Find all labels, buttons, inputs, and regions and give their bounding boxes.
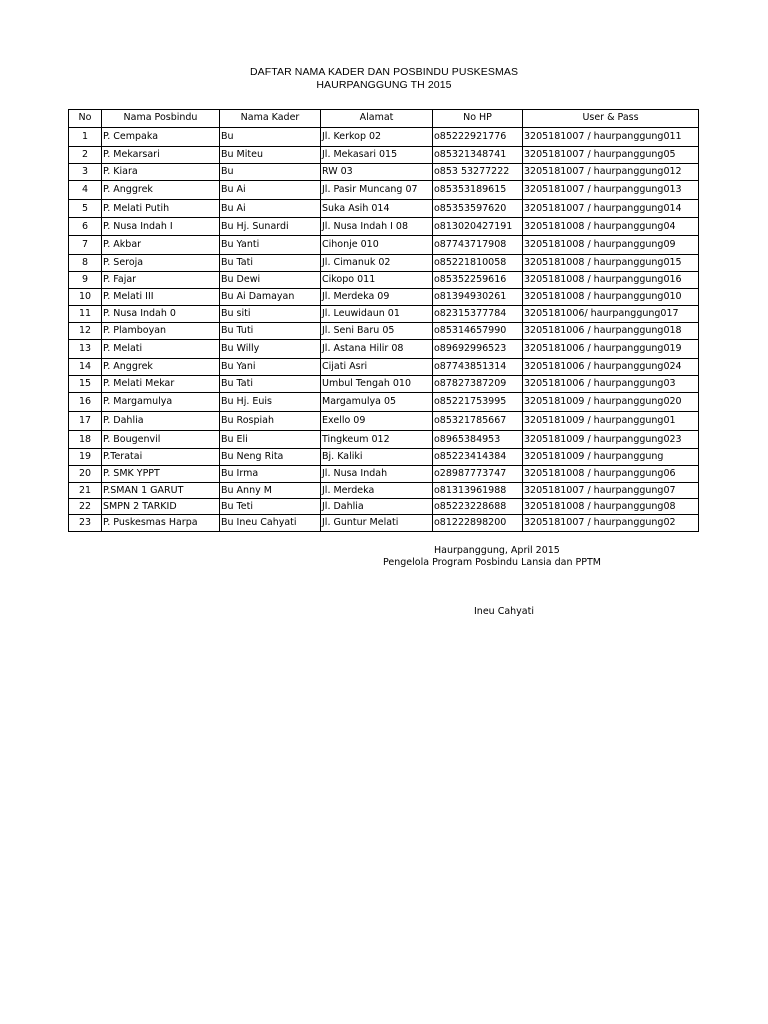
cell-no: 1 [69, 128, 102, 147]
cell-nama-kader: Bu Ai Damayan [220, 289, 321, 306]
cell-no: 9 [69, 272, 102, 289]
cell-user-pass: 3205181007 / haurpanggung02 [523, 515, 699, 532]
table-row [69, 200, 699, 218]
cell-no: 20 [69, 466, 102, 483]
header-no-hp: No HP [433, 110, 523, 128]
cell-no-hp: o813020427191 [433, 218, 523, 236]
cell-nama-posbindu: P. Kiara [102, 164, 220, 181]
cell-nama-kader: Bu Hj. Sunardi [220, 218, 321, 236]
table-row [69, 272, 699, 289]
cell-no: 16 [69, 393, 102, 412]
cell-user-pass: 3205181006 / haurpanggung018 [523, 323, 699, 340]
table-row [69, 431, 699, 449]
cell-no-hp: o87827387209 [433, 376, 523, 393]
footer-signer: Ineu Cahyati [474, 606, 534, 617]
cell-no: 15 [69, 376, 102, 393]
cell-nama-posbindu: SMPN 2 TARKID [102, 499, 220, 515]
header-user-pass: User & Pass [523, 110, 699, 128]
cell-user-pass: 3205181008 / haurpanggung06 [523, 466, 699, 483]
cell-no: 6 [69, 218, 102, 236]
footer-place-date: Haurpanggung, April 2015 [434, 545, 560, 556]
cell-no-hp: o85321348741 [433, 147, 523, 164]
cell-no-hp: o85353189615 [433, 181, 523, 200]
cell-user-pass: 3205181007 / haurpanggung013 [523, 181, 699, 200]
cell-alamat: Jl. Guntur Melati [321, 515, 433, 532]
cell-alamat: Suka Asih 014 [321, 200, 433, 218]
cell-no: 4 [69, 181, 102, 200]
cell-alamat: Jl. Pasir Muncang 07 [321, 181, 433, 200]
cell-no: 13 [69, 340, 102, 359]
cell-alamat: Tingkeum 012 [321, 431, 433, 449]
cell-nama-kader: Bu Yanti [220, 236, 321, 255]
table-row [69, 218, 699, 236]
cell-nama-posbindu: P. Akbar [102, 236, 220, 255]
cell-alamat: Jl. Cimanuk 02 [321, 255, 433, 272]
cell-user-pass: 3205181008 / haurpanggung010 [523, 289, 699, 306]
cell-alamat: Bj. Kaliki [321, 449, 433, 466]
cell-nama-kader: Bu Dewi [220, 272, 321, 289]
cell-nama-posbindu: P.SMAN 1 GARUT [102, 483, 220, 499]
cell-user-pass: 3205181008 / haurpanggung09 [523, 236, 699, 255]
table-row [69, 289, 699, 306]
cell-nama-kader: Bu [220, 128, 321, 147]
cell-no-hp: o85314657990 [433, 323, 523, 340]
cell-nama-kader: Bu Hj. Euis [220, 393, 321, 412]
cell-nama-kader: Bu Neng Rita [220, 449, 321, 466]
cell-nama-kader: Bu Willy [220, 340, 321, 359]
cell-no-hp: o89692996523 [433, 340, 523, 359]
header-nama-kader: Nama Kader [220, 110, 321, 128]
table-header-row [69, 110, 699, 128]
cell-no: 12 [69, 323, 102, 340]
header-nama-posbindu: Nama Posbindu [102, 110, 220, 128]
table-row [69, 499, 699, 515]
cell-nama-posbindu: P. Bougenvil [102, 431, 220, 449]
cell-alamat: Jl. Nusa Indah I 08 [321, 218, 433, 236]
cell-no-hp: o81222898200 [433, 515, 523, 532]
cell-nama-kader: Bu Eli [220, 431, 321, 449]
table-row [69, 164, 699, 181]
cell-alamat: Jl. Kerkop 02 [321, 128, 433, 147]
cell-nama-kader: Bu Ineu Cahyati [220, 515, 321, 532]
table-row [69, 181, 699, 200]
cell-no-hp: o85321785667 [433, 412, 523, 431]
cell-user-pass: 3205181008 / haurpanggung04 [523, 218, 699, 236]
cell-nama-kader: Bu siti [220, 306, 321, 323]
table-row [69, 323, 699, 340]
table-row [69, 340, 699, 359]
cell-alamat: Jl. Astana Hilir 08 [321, 340, 433, 359]
cell-nama-kader: Bu Tuti [220, 323, 321, 340]
cell-nama-posbindu: P. Cempaka [102, 128, 220, 147]
cell-no-hp: o85352259616 [433, 272, 523, 289]
cell-no-hp: o85223228688 [433, 499, 523, 515]
table-row [69, 236, 699, 255]
cell-no: 23 [69, 515, 102, 532]
table-row [69, 128, 699, 147]
table-row [69, 449, 699, 466]
cell-nama-posbindu: P.Teratai [102, 449, 220, 466]
cell-user-pass: 3205181006 / haurpanggung024 [523, 359, 699, 376]
table-row [69, 376, 699, 393]
cell-no: 14 [69, 359, 102, 376]
cell-no-hp: o853 53277222 [433, 164, 523, 181]
cell-no: 22 [69, 499, 102, 515]
footer-role: Pengelola Program Posbindu Lansia dan PPTM [383, 557, 601, 568]
cell-nama-posbindu: P. Puskesmas Harpa [102, 515, 220, 532]
cell-user-pass: 3205181009 / haurpanggung01 [523, 412, 699, 431]
cell-alamat: Cikopo 011 [321, 272, 433, 289]
cell-alamat: Jl. Nusa Indah [321, 466, 433, 483]
cell-alamat: RW 03 [321, 164, 433, 181]
table-row [69, 147, 699, 164]
document-subtitle: HAURPANGGUNG TH 2015 [316, 79, 452, 91]
cell-user-pass: 3205181006/ haurpanggung017 [523, 306, 699, 323]
table-row [69, 412, 699, 431]
cell-user-pass: 3205181006 / haurpanggung03 [523, 376, 699, 393]
cell-alamat: Jl. Mekasari 015 [321, 147, 433, 164]
cell-nama-posbindu: P. Nusa Indah I [102, 218, 220, 236]
cell-no-hp: o28987773747 [433, 466, 523, 483]
table-row [69, 515, 699, 532]
cell-user-pass: 3205181009 / haurpanggung [523, 449, 699, 466]
cell-no-hp: o87743851314 [433, 359, 523, 376]
table-row [69, 466, 699, 483]
cell-alamat: Cijati Asri [321, 359, 433, 376]
table-body [69, 128, 699, 532]
cell-nama-kader: Bu [220, 164, 321, 181]
cell-nama-posbindu: P. Anggrek [102, 181, 220, 200]
cell-no: 5 [69, 200, 102, 218]
header-no: No [69, 110, 102, 128]
cell-user-pass: 3205181009 / haurpanggung020 [523, 393, 699, 412]
document-title: DAFTAR NAMA KADER DAN POSBINDU PUSKESMAS [249, 66, 519, 78]
cell-nama-posbindu: P. Melati Mekar [102, 376, 220, 393]
cell-nama-kader: Bu Irma [220, 466, 321, 483]
cell-nama-posbindu: P. Margamulya [102, 393, 220, 412]
cell-user-pass: 3205181007 / haurpanggung011 [523, 128, 699, 147]
cell-alamat: Exello 09 [321, 412, 433, 431]
cell-no-hp: o81313961988 [433, 483, 523, 499]
cell-user-pass: 3205181007 / haurpanggung07 [523, 483, 699, 499]
cell-no: 2 [69, 147, 102, 164]
cell-nama-kader: Bu Tati [220, 255, 321, 272]
cell-alamat: Margamulya 05 [321, 393, 433, 412]
cell-nama-posbindu: P. Anggrek [102, 359, 220, 376]
cell-no: 7 [69, 236, 102, 255]
cell-user-pass: 3205181006 / haurpanggung019 [523, 340, 699, 359]
cell-no: 8 [69, 255, 102, 272]
cell-alamat: Jl. Merdeka [321, 483, 433, 499]
cell-nama-kader: Bu Rospiah [220, 412, 321, 431]
cell-user-pass: 3205181008 / haurpanggung015 [523, 255, 699, 272]
cell-no: 18 [69, 431, 102, 449]
cell-nama-posbindu: P. Seroja [102, 255, 220, 272]
cell-nama-kader: Bu Tati [220, 376, 321, 393]
table-row [69, 306, 699, 323]
cell-nama-kader: Bu Teti [220, 499, 321, 515]
cell-alamat: Umbul Tengah 010 [321, 376, 433, 393]
cell-user-pass: 3205181007 / haurpanggung014 [523, 200, 699, 218]
table-row [69, 359, 699, 376]
cell-nama-posbindu: P. Nusa Indah 0 [102, 306, 220, 323]
cell-nama-kader: Bu Miteu [220, 147, 321, 164]
cell-no: 19 [69, 449, 102, 466]
cell-alamat: Jl. Dahlia [321, 499, 433, 515]
cell-no: 11 [69, 306, 102, 323]
cell-no-hp: o87743717908 [433, 236, 523, 255]
cell-user-pass: 3205181008 / haurpanggung016 [523, 272, 699, 289]
cell-nama-posbindu: P. Fajar [102, 272, 220, 289]
cell-user-pass: 3205181009 / haurpanggung023 [523, 431, 699, 449]
cell-user-pass: 3205181008 / haurpanggung08 [523, 499, 699, 515]
cell-no-hp: o8965384953 [433, 431, 523, 449]
cell-nama-kader: Bu Ai [220, 181, 321, 200]
cell-alamat: Jl. Merdeka 09 [321, 289, 433, 306]
cell-no-hp: o85221810058 [433, 255, 523, 272]
cell-user-pass: 3205181007 / haurpanggung012 [523, 164, 699, 181]
cell-no: 17 [69, 412, 102, 431]
cell-no-hp: o82315377784 [433, 306, 523, 323]
cell-no-hp: o85223414384 [433, 449, 523, 466]
cell-no: 21 [69, 483, 102, 499]
cell-user-pass: 3205181007 / haurpanggung05 [523, 147, 699, 164]
table-row [69, 393, 699, 412]
cell-nama-posbindu: P. Mekarsari [102, 147, 220, 164]
cell-nama-posbindu: P. Plamboyan [102, 323, 220, 340]
cell-nama-posbindu: P. SMK YPPT [102, 466, 220, 483]
cell-no-hp: o85221753995 [433, 393, 523, 412]
cell-alamat: Jl. Leuwidaun 01 [321, 306, 433, 323]
cell-no: 3 [69, 164, 102, 181]
kader-table [68, 109, 699, 532]
cell-nama-posbindu: P. Melati [102, 340, 220, 359]
cell-no-hp: o81394930261 [433, 289, 523, 306]
cell-nama-posbindu: P. Dahlia [102, 412, 220, 431]
cell-nama-posbindu: P. Melati III [102, 289, 220, 306]
cell-alamat: Cihonje 010 [321, 236, 433, 255]
cell-no: 10 [69, 289, 102, 306]
cell-no-hp: o85353597620 [433, 200, 523, 218]
cell-nama-posbindu: P. Melati Putih [102, 200, 220, 218]
cell-nama-kader: Bu Yani [220, 359, 321, 376]
cell-nama-kader: Bu Anny M [220, 483, 321, 499]
table-row [69, 255, 699, 272]
table-row [69, 483, 699, 499]
cell-no-hp: o85222921776 [433, 128, 523, 147]
cell-nama-kader: Bu Ai [220, 200, 321, 218]
header-alamat: Alamat [321, 110, 433, 128]
cell-alamat: Jl. Seni Baru 05 [321, 323, 433, 340]
